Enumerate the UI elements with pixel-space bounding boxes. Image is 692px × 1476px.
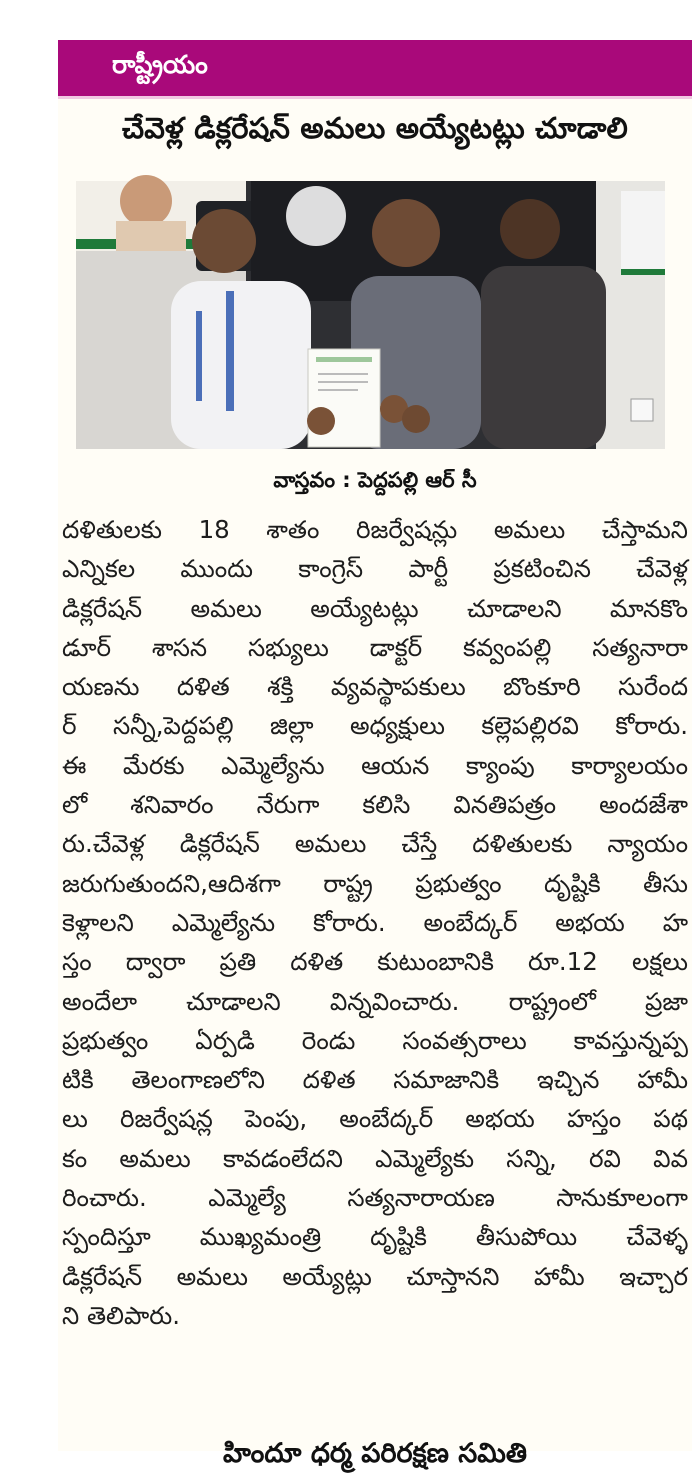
newspaper-clipping xyxy=(58,40,692,1469)
body-line: స్తం ద్వారా ప్రతి దళిత కుటుంబానికి రూ.12 లక్షలు xyxy=(62,947,688,977)
body-line: లు రిజర్వేషన్ల పెంపు, అంబేద్కర్ అభయ హస్తం పథ xyxy=(62,1104,688,1134)
body-line: డిక్లరేషన్ అమలు అయ్యేట్లు చూస్తానని హామీ ఇచ్చార xyxy=(62,1261,688,1291)
section-label: రాష్ట్రీయం xyxy=(112,50,208,79)
body-line: లో శనివారం నేరుగా కలిసి వినతిపత్రం అందజేశా xyxy=(62,790,688,820)
body-line: ఈ మేరకు ఎమ్మెల్యేను ఆయన క్యాంపు కార్యాలయం xyxy=(62,750,688,780)
body-line: టికి తెలంగాణలోని దళిత సమాజానికి ఇచ్చిన హామీ xyxy=(62,1065,688,1095)
body-line: యణను దళిత శక్తి వ్యవస్థాపకులు బొంకూరి సురేంద xyxy=(62,672,688,702)
body-line: ర్ సన్నీ,పెద్దపల్లి జిల్లా అధ్యక్షులు కల్లెపల్లిరవి కోరారు. xyxy=(62,711,688,741)
body-line: స్పందిస్తూ ముఖ్యమంత్రి దృష్టికి తీసుపోయి చేవెళ్ళ xyxy=(62,1222,688,1252)
news-photo xyxy=(76,181,665,449)
next-article-headline: హిందూ ధర్మ పరిరక్షణ సమితి xyxy=(223,1438,527,1469)
body-line: దళితులకు 18 శాతం రిజర్వేషన్లు అమలు చేస్తామని xyxy=(62,515,688,544)
body-line: కం అమలు కావడంలేదని ఎమ్మెల్యేకు సన్ని, రవి వివ xyxy=(62,1143,688,1173)
body-line: ని తెలిపారు. xyxy=(62,1300,181,1330)
body-line: డూర్ శాసన సభ్యులు డాక్టర్ కవ్వంపల్లి సత్యనారా xyxy=(62,632,688,662)
article-body xyxy=(62,510,688,1335)
body-line: ఎన్నికల ముందు కాంగ్రెస్ పార్టీ ప్రకటించిన చేవెళ్ల xyxy=(62,554,688,584)
news-photo-icon xyxy=(76,181,665,449)
body-line: ప్రభుత్వం ఏర్పడి రెండు సంవత్సరాలు కావస్తున్నప్ప xyxy=(62,1025,688,1055)
section-bar xyxy=(58,40,692,99)
body-line: అందేలా చూడాలని విన్నవించారు. రాష్ట్రంలో ప్రజా xyxy=(62,986,689,1016)
body-line: డిక్లరేషన్ అమలు అయ్యేటట్లు చూడాలని మానకొం xyxy=(62,593,688,623)
article-headline: చేవెళ్ల డిక్లరేషన్ అమలు అయ్యేటట్లు చూడాలి xyxy=(122,111,628,145)
body-line: రు.చేవెళ్ల డిక్లరేషన్ అమలు చేస్తే దళితులకు న్యాయం xyxy=(62,829,688,859)
body-line: జరుగుతుందని,ఆదిశగా రాష్ట్ర ప్రభుత్వం దృష్టికి తీసు xyxy=(62,868,688,898)
body-line: కెళ్లాలని ఎమ్మెల్యేను కోరారు. అంబేద్కర్ అభయ హ xyxy=(62,907,688,937)
dateline: వాస్తవం : పెద్దపల్లి ఆర్ సీ xyxy=(273,468,477,492)
body-line: రించారు. ఎమ్మెల్యే సత్యనారాయణ సానుకూలంగా xyxy=(62,1183,688,1213)
